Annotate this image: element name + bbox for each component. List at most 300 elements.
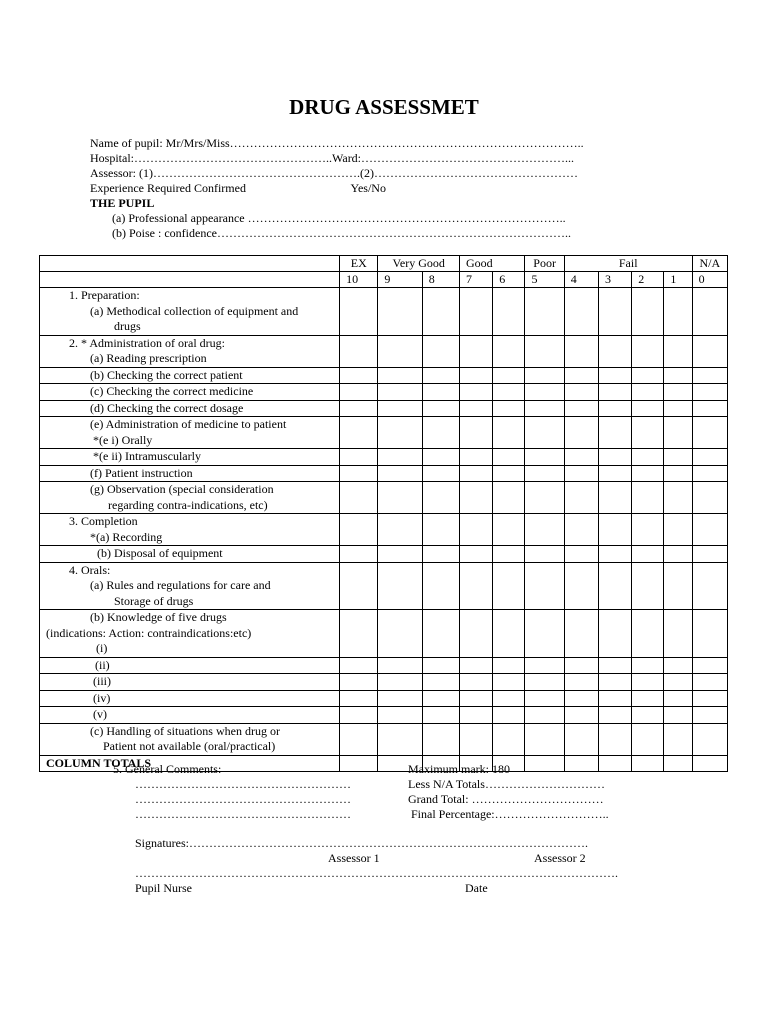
score-cell[interactable] (493, 288, 525, 336)
criterion-text: regarding contra-indications, etc) (108, 497, 268, 512)
grade-good: Good (460, 256, 525, 272)
score-cell[interactable] (525, 449, 564, 466)
assessment-footer (0, 760, 768, 900)
pupil-details (90, 136, 610, 241)
score-cell[interactable] (664, 610, 692, 658)
score-cell[interactable] (493, 367, 525, 384)
score-cell[interactable] (422, 657, 459, 674)
score-cell[interactable] (340, 657, 378, 674)
criterion-text: (b) Checking the correct patient (90, 367, 243, 382)
score-cell[interactable] (422, 335, 459, 367)
score-cell[interactable] (664, 449, 692, 466)
score-cell[interactable] (525, 707, 564, 724)
score-cell[interactable] (598, 367, 631, 384)
score-cell[interactable] (493, 690, 525, 707)
score-cell[interactable] (422, 707, 459, 724)
score-cell[interactable] (564, 546, 598, 563)
pupil-nurse-signature-line: …………………………………………………………………………………………………………. (135, 866, 618, 880)
score-cell[interactable] (525, 367, 564, 384)
score-cell[interactable] (378, 657, 422, 674)
score-cell[interactable] (632, 562, 664, 610)
score-cell[interactable] (340, 514, 378, 546)
criterion-label (40, 400, 340, 417)
score-cell[interactable] (340, 367, 378, 384)
criterion-row (40, 674, 728, 691)
score-cell[interactable] (598, 723, 631, 755)
grand-total: Grand Total: …………………………… (408, 792, 604, 806)
criterion-text: *(e i) Orally (93, 432, 153, 447)
score-cell[interactable] (564, 610, 598, 658)
score-0: 0 (692, 272, 727, 288)
score-cell[interactable] (692, 400, 727, 417)
score-cell[interactable] (664, 674, 692, 691)
criterion-row (40, 723, 728, 755)
criterion-text: (a) Methodical collection of equipment and (90, 303, 299, 318)
score-cell[interactable] (632, 723, 664, 755)
score-cell[interactable] (378, 723, 422, 755)
score-cell[interactable] (632, 384, 664, 401)
score-cell[interactable] (664, 482, 692, 514)
score-cell[interactable] (340, 417, 378, 449)
score-cell[interactable] (378, 417, 422, 449)
score-cell[interactable] (525, 288, 564, 336)
criterion-text: (e) Administration of medicine to patient (90, 417, 287, 431)
criterion-label (40, 546, 340, 563)
score-cell[interactable] (460, 384, 493, 401)
score-cell[interactable] (692, 546, 727, 563)
score-cell[interactable] (632, 367, 664, 384)
score-cell[interactable] (664, 367, 692, 384)
criterion-text: 3. Completion (69, 514, 138, 528)
criterion-text: 2. * Administration of oral drug: (69, 335, 225, 350)
score-cell[interactable] (598, 690, 631, 707)
score-cell[interactable] (460, 690, 493, 707)
pupil-nurse-label: Pupil Nurse (135, 881, 192, 895)
score-cell[interactable] (564, 690, 598, 707)
score-cell[interactable] (564, 514, 598, 546)
criterion-text: (ii) (95, 657, 110, 672)
score-cell[interactable] (692, 657, 727, 674)
comments-line-2: ……………………………………………… (135, 792, 351, 806)
score-cell[interactable] (664, 657, 692, 674)
score-cell[interactable] (664, 723, 692, 755)
score-cell[interactable] (378, 288, 422, 336)
score-cell[interactable] (664, 707, 692, 724)
less-na-totals: Less N/A Totals………………………… (408, 777, 605, 791)
criterion-row (40, 384, 728, 401)
score-cell[interactable] (525, 482, 564, 514)
score-cell[interactable] (525, 610, 564, 658)
criterion-text: (iv) (93, 690, 111, 705)
assessor-2-label: Assessor 2 (534, 851, 586, 865)
score-cell[interactable] (422, 562, 459, 610)
score-cell[interactable] (632, 707, 664, 724)
score-cell[interactable] (692, 449, 727, 466)
grade-very-good: Very Good (378, 256, 460, 272)
criterion-text: (f) Patient instruction (90, 465, 193, 480)
score-cell[interactable] (564, 417, 598, 449)
score-cell[interactable] (340, 482, 378, 514)
score-cell[interactable] (493, 610, 525, 658)
score-cell[interactable] (598, 657, 631, 674)
score-cell[interactable] (692, 367, 727, 384)
score-cell[interactable] (460, 514, 493, 546)
criterion-label (40, 610, 340, 658)
criterion-text: (d) Checking the correct dosage (90, 400, 244, 415)
score-cell[interactable] (598, 674, 631, 691)
score-cell[interactable] (632, 657, 664, 674)
score-cell[interactable] (632, 400, 664, 417)
score-cell[interactable] (422, 400, 459, 417)
criterion-text: *(e ii) Intramuscularly (93, 449, 201, 463)
score-cell[interactable] (422, 417, 459, 449)
comments-line-1: ……………………………………………… (135, 777, 351, 791)
criterion-row (40, 335, 728, 367)
score-cell[interactable] (598, 400, 631, 417)
score-cell[interactable] (493, 514, 525, 546)
score-cell[interactable] (692, 707, 727, 724)
score-cell[interactable] (340, 546, 378, 563)
the-pupil-heading: THE PUPIL (90, 196, 155, 210)
grade-poor: Poor (525, 256, 564, 272)
score-cell[interactable] (378, 562, 422, 610)
score-cell[interactable] (378, 384, 422, 401)
score-cell[interactable] (340, 400, 378, 417)
score-cell[interactable] (564, 707, 598, 724)
general-comments-label: 5. General Comments: (113, 762, 222, 776)
score-cell[interactable] (493, 546, 525, 563)
score-cell[interactable] (525, 657, 564, 674)
score-cell[interactable] (378, 690, 422, 707)
score-cell[interactable] (378, 514, 422, 546)
score-cell[interactable] (564, 562, 598, 610)
score-cell[interactable] (598, 707, 631, 724)
score-cell[interactable] (525, 690, 564, 707)
score-cell[interactable] (422, 514, 459, 546)
criterion-text: drugs (114, 319, 141, 333)
score-cell[interactable] (692, 288, 727, 336)
score-cell[interactable] (460, 400, 493, 417)
score-cell[interactable] (422, 546, 459, 563)
score-cell[interactable] (598, 610, 631, 658)
score-cell[interactable] (632, 465, 664, 482)
score-cell[interactable] (632, 417, 664, 449)
score-cell[interactable] (632, 482, 664, 514)
score-cell[interactable] (422, 610, 459, 658)
score-cell[interactable] (632, 610, 664, 658)
pupil-item-appearance: (a) Professional appearance …………………………………………………………………….. (112, 211, 566, 225)
name-of-pupil-field: Name of pupil: Mr/Mrs/Miss…………………………………………………………………………….. (90, 136, 584, 150)
score-cell[interactable] (598, 288, 631, 336)
score-2: 2 (632, 272, 664, 288)
criterion-text: (b) Knowledge of five drugs (90, 610, 227, 624)
score-cell[interactable] (564, 335, 598, 367)
score-cell[interactable] (598, 449, 631, 466)
criterion-text: (indications: Action: contraindications:etc) (46, 625, 252, 640)
score-cell[interactable] (493, 335, 525, 367)
score-cell[interactable] (692, 384, 727, 401)
criterion-text: (g) Observation (special consideration (90, 482, 274, 496)
score-header-row (40, 272, 728, 288)
score-cell[interactable] (460, 482, 493, 514)
criterion-text: Storage of drugs (114, 593, 194, 608)
score-cell[interactable] (525, 514, 564, 546)
score-cell[interactable] (422, 465, 459, 482)
score-cell[interactable] (664, 465, 692, 482)
score-cell[interactable] (422, 690, 459, 707)
score-cell[interactable] (692, 417, 727, 449)
criterion-text: (iii) (93, 674, 111, 688)
score-cell[interactable] (664, 288, 692, 336)
score-cell[interactable] (632, 514, 664, 546)
assessor-1-label: Assessor 1 (328, 851, 380, 865)
score-cell[interactable] (460, 335, 493, 367)
score-cell[interactable] (598, 482, 631, 514)
score-cell[interactable] (378, 546, 422, 563)
score-cell[interactable] (664, 514, 692, 546)
score-cell[interactable] (422, 674, 459, 691)
score-cell[interactable] (493, 465, 525, 482)
score-cell[interactable] (340, 707, 378, 724)
score-9: 9 (378, 272, 422, 288)
score-cell[interactable] (460, 449, 493, 466)
score-cell[interactable] (493, 400, 525, 417)
score-cell[interactable] (564, 482, 598, 514)
score-cell[interactable] (378, 449, 422, 466)
criterion-text: (a) Rules and regulations for care and (90, 578, 271, 592)
score-7: 7 (460, 272, 493, 288)
hospital-ward-field: Hospital:…………………………………………..Ward:……………………………………………... (90, 151, 575, 165)
criterion-label (40, 657, 340, 674)
score-cell[interactable] (460, 657, 493, 674)
score-cell[interactable] (564, 449, 598, 466)
score-cell[interactable] (378, 707, 422, 724)
score-cell[interactable] (493, 562, 525, 610)
score-cell[interactable] (340, 723, 378, 755)
score-cell[interactable] (632, 335, 664, 367)
criterion-row (40, 707, 728, 724)
score-cell[interactable] (340, 610, 378, 658)
score-cell[interactable] (598, 514, 631, 546)
score-cell[interactable] (598, 335, 631, 367)
score-cell[interactable] (632, 449, 664, 466)
score-cell[interactable] (422, 482, 459, 514)
column-totals-label: COLUMN TOTALS (40, 755, 340, 771)
score-cell[interactable] (664, 417, 692, 449)
criterion-row (40, 417, 728, 449)
score-cell[interactable] (460, 546, 493, 563)
score-cell[interactable] (564, 288, 598, 336)
score-cell[interactable] (340, 335, 378, 367)
score-cell[interactable] (632, 288, 664, 336)
score-cell[interactable] (525, 417, 564, 449)
criterion-row (40, 449, 728, 466)
maximum-mark: Maximum mark: 180 (408, 762, 510, 776)
page-title: DRUG ASSESSMET (289, 95, 479, 119)
criterion-text: Patient not available (oral/practical) (103, 739, 276, 753)
score-cell[interactable] (460, 562, 493, 610)
score-cell[interactable] (493, 417, 525, 449)
criterion-row (40, 657, 728, 674)
score-cell[interactable] (340, 288, 378, 336)
criterion-label (40, 690, 340, 707)
experience-confirmed-field: Experience Required Confirmed Yes/No (90, 181, 386, 195)
score-cell[interactable] (564, 657, 598, 674)
criterion-text: (c) Handling of situations when drug or (90, 723, 280, 738)
criterion-label (40, 417, 340, 449)
criterion-text: (c) Checking the correct medicine (90, 384, 254, 398)
score-cell[interactable] (422, 367, 459, 384)
score-cell[interactable] (493, 723, 525, 755)
score-cell[interactable] (632, 674, 664, 691)
score-cell[interactable] (598, 417, 631, 449)
score-cell[interactable] (378, 482, 422, 514)
score-cell[interactable] (460, 707, 493, 724)
criterion-text: (a) Reading prescription (90, 351, 207, 365)
criterion-text: 4. Orals: (69, 562, 111, 577)
score-cell[interactable] (692, 610, 727, 658)
score-cell[interactable] (493, 384, 525, 401)
score-cell[interactable] (664, 546, 692, 563)
score-cell[interactable] (664, 400, 692, 417)
score-cell[interactable] (598, 562, 631, 610)
score-cell[interactable] (664, 690, 692, 707)
criterion-row (40, 690, 728, 707)
score-cell[interactable] (664, 384, 692, 401)
score-cell[interactable] (525, 546, 564, 563)
score-cell[interactable] (493, 674, 525, 691)
grade-header-row (40, 256, 728, 272)
criterion-row (40, 367, 728, 384)
score-3: 3 (598, 272, 631, 288)
score-cell[interactable] (692, 723, 727, 755)
criterion-label (40, 562, 340, 610)
comments-line-3: ……………………………………………… (135, 807, 351, 821)
final-percentage: Final Percentage:……………………….. (411, 807, 609, 821)
score-cell[interactable] (598, 384, 631, 401)
score-cell[interactable] (692, 674, 727, 691)
score-cell[interactable] (525, 562, 564, 610)
score-cell[interactable] (598, 546, 631, 563)
score-cell[interactable] (525, 335, 564, 367)
criterion-label (40, 288, 340, 336)
score-cell[interactable] (493, 449, 525, 466)
score-cell[interactable] (340, 384, 378, 401)
score-cell[interactable] (493, 482, 525, 514)
assessment-table (39, 255, 728, 772)
score-cell[interactable] (692, 482, 727, 514)
score-cell[interactable] (525, 465, 564, 482)
criterion-label (40, 465, 340, 482)
score-cell[interactable] (378, 465, 422, 482)
criterion-row (40, 514, 728, 546)
criterion-text: (i) (96, 641, 108, 655)
score-cell[interactable] (378, 335, 422, 367)
score-cell[interactable] (564, 400, 598, 417)
score-cell[interactable] (692, 335, 727, 367)
score-cell[interactable] (422, 288, 459, 336)
criterion-row (40, 562, 728, 610)
score-cell[interactable] (692, 465, 727, 482)
score-cell[interactable] (340, 690, 378, 707)
score-cell[interactable] (378, 610, 422, 658)
score-6: 6 (493, 272, 525, 288)
criterion-label (40, 514, 340, 546)
score-cell[interactable] (632, 546, 664, 563)
score-cell[interactable] (525, 384, 564, 401)
criterion-label (40, 384, 340, 401)
criterion-label (40, 723, 340, 755)
score-10: 10 (340, 272, 378, 288)
score-cell[interactable] (564, 723, 598, 755)
criterion-label (40, 482, 340, 514)
score-cell[interactable] (632, 690, 664, 707)
assessor-field: Assessor: (1)…………………………………………….(2)…………………………………………… (90, 166, 578, 180)
score-cell[interactable] (598, 465, 631, 482)
score-cell[interactable] (664, 562, 692, 610)
score-cell[interactable] (692, 690, 727, 707)
score-cell[interactable] (664, 335, 692, 367)
criterion-label (40, 335, 340, 367)
score-8: 8 (422, 272, 459, 288)
score-1: 1 (664, 272, 692, 288)
score-cell[interactable] (493, 657, 525, 674)
grade-ex: EX (340, 256, 378, 272)
criterion-label (40, 449, 340, 466)
score-cell[interactable] (564, 674, 598, 691)
score-cell[interactable] (564, 384, 598, 401)
score-cell[interactable] (340, 449, 378, 466)
score-cell[interactable] (460, 288, 493, 336)
score-cell[interactable] (378, 367, 422, 384)
grade-fail: Fail (564, 256, 692, 272)
score-cell[interactable] (340, 465, 378, 482)
score-4: 4 (564, 272, 598, 288)
score-cell[interactable] (525, 723, 564, 755)
score-cell[interactable] (378, 400, 422, 417)
score-cell[interactable] (422, 449, 459, 466)
criterion-text: *(a) Recording (90, 529, 163, 544)
criterion-row (40, 288, 728, 336)
criterion-text: (b) Disposal of equipment (97, 546, 223, 560)
score-cell[interactable] (378, 674, 422, 691)
criterion-row (40, 482, 728, 514)
score-cell[interactable] (692, 514, 727, 546)
score-cell[interactable] (525, 400, 564, 417)
criterion-row (40, 400, 728, 417)
score-cell[interactable] (460, 465, 493, 482)
score-cell[interactable] (340, 562, 378, 610)
score-cell[interactable] (460, 367, 493, 384)
criterion-label (40, 367, 340, 384)
score-cell[interactable] (564, 465, 598, 482)
score-cell[interactable] (460, 723, 493, 755)
score-cell[interactable] (564, 367, 598, 384)
score-cell[interactable] (422, 723, 459, 755)
score-cell[interactable] (340, 674, 378, 691)
score-cell[interactable] (422, 384, 459, 401)
score-cell[interactable] (460, 610, 493, 658)
criterion-row (40, 465, 728, 482)
score-cell[interactable] (493, 707, 525, 724)
score-cell[interactable] (460, 674, 493, 691)
score-cell[interactable] (525, 674, 564, 691)
score-cell[interactable] (460, 417, 493, 449)
score-cell[interactable] (692, 562, 727, 610)
score-5: 5 (525, 272, 564, 288)
pupil-item-poise: (b) Poise : confidence…………………………………………………………………………….. (112, 226, 571, 240)
criterion-text: 1. Preparation: (69, 288, 140, 302)
